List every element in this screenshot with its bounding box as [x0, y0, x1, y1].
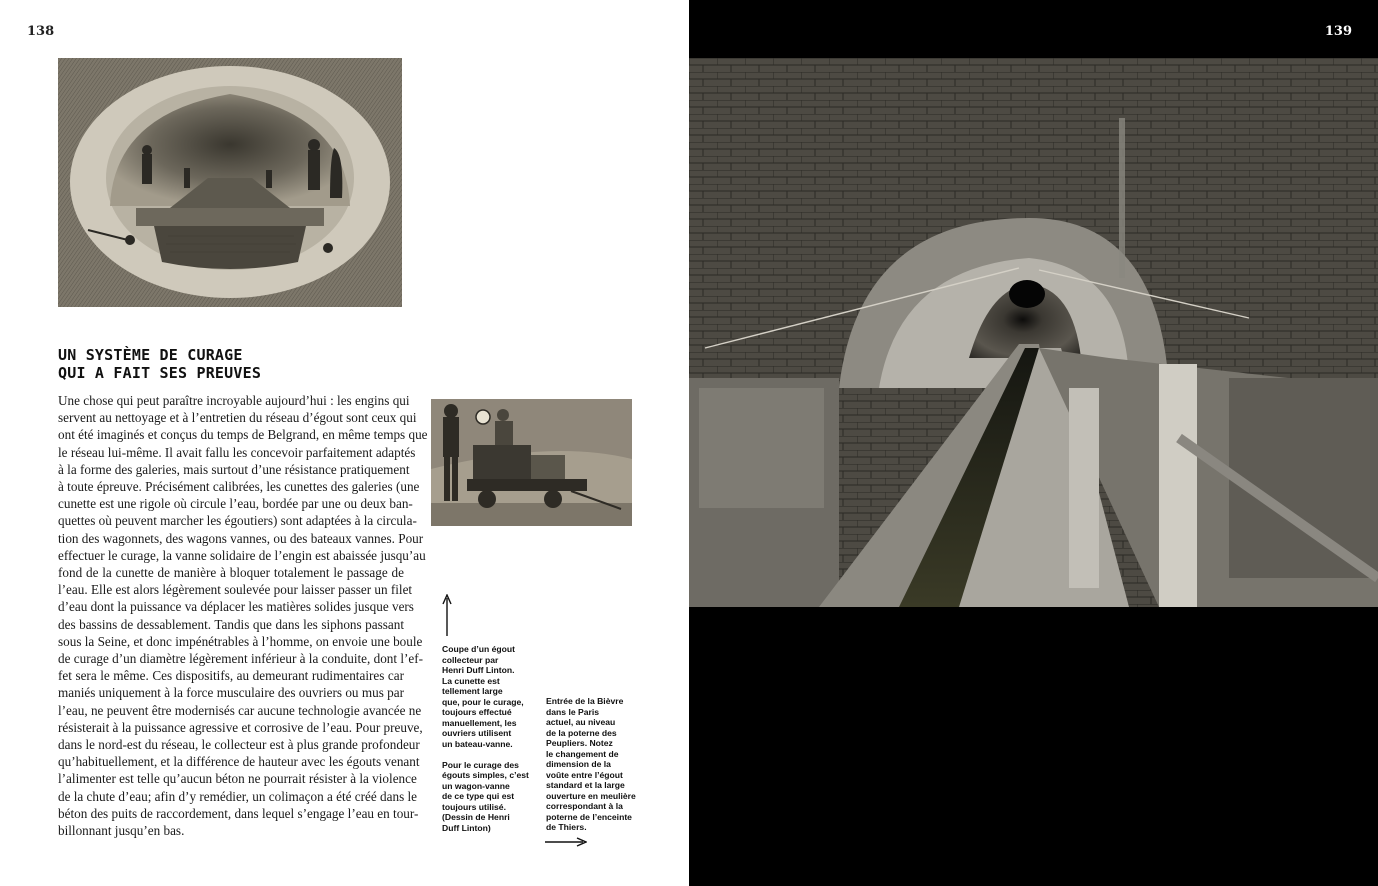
caption-line: Peupliers. Notez	[546, 738, 613, 748]
body-line: de la chute d’eau; afin d’y remédier, un colimaçon a été créé dans le	[58, 788, 418, 804]
body-line: l’alimenter est telle qu’aucun béton ne pourrait résister à la violence	[58, 771, 417, 787]
body-line: béton des puits de raccordement, dans lequel s’engage l’eau en tour-	[58, 805, 419, 821]
heading-line-1: UN SYSTÈME DE CURAGE	[58, 346, 243, 364]
caption-line: que, pour le curage,	[442, 696, 524, 707]
body-line: de curage d’un diamètre légèrement inférieur à la conduite, dont l’ef-	[58, 651, 424, 667]
caption-line: ouvriers utilisent	[442, 728, 512, 738]
caption-line: collecteur par	[442, 654, 499, 665]
page-number-right: 139	[1324, 24, 1352, 39]
body-line: servent au nettoyage et à l’entretien du réseau d’égout sont ceux qui	[58, 410, 417, 426]
caption-line: toujours utilisé.	[442, 801, 506, 812]
caption-line: voûte entre l’égout	[546, 769, 623, 780]
caption-line: Henri Duff Linton.	[442, 665, 515, 675]
body-line: billonnant jusqu’en bas.	[58, 823, 185, 839]
caption-line: dimension de la	[546, 759, 611, 769]
caption-line: de ce type qui est	[442, 791, 515, 801]
caption-line: Coupe d’un égout	[442, 644, 516, 654]
caption-line: dans le Paris	[546, 706, 600, 717]
heading-line-2: QUI A FAIT SES PREUVES	[58, 364, 262, 382]
body-line: Une chose qui peut paraître incroyable aujourd’hui : les engins qui	[58, 393, 410, 408]
body-line: fet sera le même. Ces dispositifs, au demeurant rudimentaires car	[58, 668, 404, 684]
page-number-left: 138	[27, 24, 55, 39]
caption-line: La cunette est	[442, 675, 500, 686]
bievre-sewer-photo	[689, 58, 1378, 607]
body-line: des bassins de dessablement. Tandis que dans les siphons passant	[58, 616, 404, 632]
body-line: qu’habituellement, et la différence de hauteur avec les égouts venant	[58, 754, 420, 770]
body-line: le réseau lui-même. Il avait fallu les concevoir parfaitement adaptés	[58, 444, 416, 460]
caption-line: actuel, au niveau	[546, 717, 616, 727]
caption-line: (Dessin de Henri	[442, 812, 510, 822]
caption-line: manuellement, les	[442, 717, 517, 728]
caption-line: tellement large	[442, 686, 503, 696]
body-line: maniés uniquement à la force musculaire des ouvriers ou mus par	[58, 685, 404, 701]
caption-engravings	[442, 644, 537, 833]
caption-line: standard et la large	[546, 780, 625, 790]
caption-line: un bateau-vanne.	[442, 738, 513, 749]
wagon-vanne-engraving	[431, 399, 632, 526]
caption-line: poterne de l’enceinte	[546, 811, 632, 822]
sewer-cross-section-engraving	[58, 58, 402, 307]
caption-line: correspondant à la	[546, 801, 623, 811]
caption-line: toujours effectué	[442, 707, 512, 717]
body-line: effectuer le curage, la vanne solidaire de l’engin est abaissée jusqu’au	[58, 547, 426, 563]
caption-line: le changement de	[546, 748, 619, 759]
body-line: l’eau. Elle est alors légèrement soulevée pour laisser passer un filet	[58, 582, 413, 598]
body-line: résisterait à la puissance agressive et corrosive de l’eau. Pour preuve,	[58, 719, 423, 735]
body-line: quettes où peuvent marcher les égoutiers) sont adaptées à la circula-	[58, 513, 417, 529]
body-line: à toute épreuve. Précisément calibrées, les cunettes des galeries (une	[58, 479, 420, 495]
body-line: d’eau dont la puissance va déplacer les matières solides jusque vers	[58, 599, 414, 615]
arrow-up-icon	[440, 594, 454, 636]
caption-line: de Thiers.	[546, 822, 587, 832]
caption-line: ouverture en meulière	[546, 790, 636, 801]
body-paragraph	[58, 392, 428, 839]
caption-line: Entrée de la Bièvre	[546, 696, 624, 706]
body-line: l’eau, ne peuvent être modernisés car aucune technologie avancée ne	[58, 702, 422, 718]
caption-line: Duff Linton)	[442, 822, 491, 833]
body-line: à la forme des galeries, mais surtout d’une résistance pratiquement	[58, 461, 410, 477]
section-heading	[58, 346, 318, 382]
body-line: ont été imaginés et conçus du temps de Belgrand, en même temps que	[58, 427, 428, 443]
body-line: cunette est une rigole où circule l’eau, bordée par une ou deux ban-	[58, 496, 413, 512]
caption-line: un wagon-vanne	[442, 780, 510, 791]
caption-line: de la poterne des	[546, 727, 617, 738]
caption-line: égouts simples, c’est	[442, 770, 529, 780]
caption-line: Pour le curage des	[442, 759, 519, 770]
body-line: tion des wagonnets, des wagons vannes, ou des bateaux vannes. Pour	[58, 530, 424, 546]
body-line: dans le nord-est du réseau, le collecteur est à plus grande profondeur	[58, 737, 420, 753]
body-line: sous la Seine, et donc impénétrables à l’homme, on envoie une boule	[58, 633, 423, 649]
caption-photo	[546, 696, 641, 833]
arrow-right-icon	[545, 835, 587, 849]
body-line: fond de la cunette de manière à bloquer totalement le passage de	[58, 565, 404, 581]
